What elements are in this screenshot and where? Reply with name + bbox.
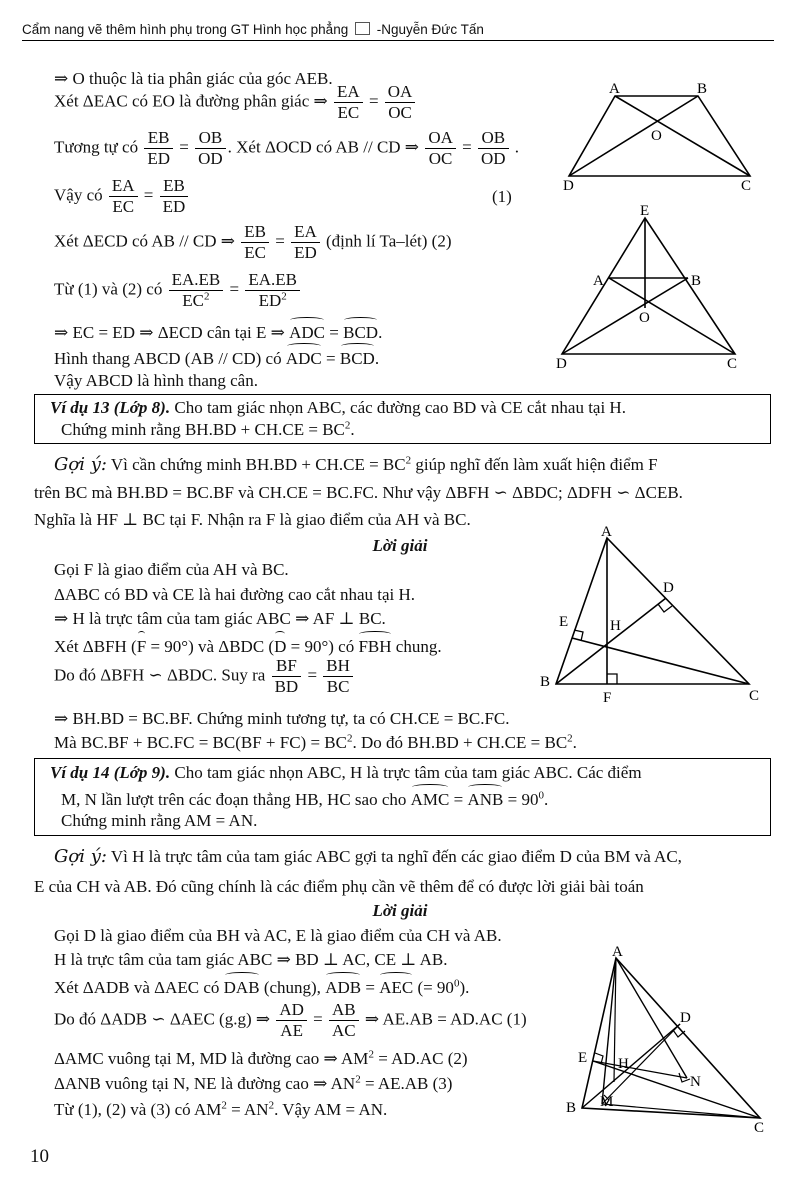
figure-am-an xyxy=(562,944,777,1134)
figure-trapezoid xyxy=(555,78,770,198)
top-line-7: ⇒ EC = ED ⇒ ΔECD cân tại E ⇒ ADC = BCD. xyxy=(54,320,382,344)
label-B: B xyxy=(566,1100,577,1116)
sol13-line-7: Mà $BC.BF + BC.FC = BC(BF + FC) = BC^2$. Do đó $BH.BD + CH.CE = BC^2$. xyxy=(54,732,577,752)
top-line-3: Tương tự có $\frac{EB}{ED}$ = $\frac{OB}{OD}$ . Xét ΔOCD có AB // CD ⇒ $\frac{OA}{OC}$ = $\frac{OB}{OD}$ . xyxy=(54,128,520,168)
sol14-line-4: Do đó ΔADB ∽ ΔAEC (g.g) ⇒ $\frac{AD}{AE}$ = $\frac{AB}{AC}$ ⇒ AE.AB = AD.AC (1) xyxy=(54,1000,527,1040)
label-H: H xyxy=(618,1056,629,1072)
top-line-8: Hình thang ABCD (AB // CD) có ADC = BCD. xyxy=(54,346,379,370)
label-C: C xyxy=(749,688,760,704)
figure-isosceles xyxy=(548,200,763,372)
eq-tag-1: (1) xyxy=(492,187,512,206)
hint-13-line-2: trên BC mà BH.BD = BC.BF và CH.CE = BC.FC. Như vậy ΔBFH ∽ ΔBDC; ΔDFH ∽ ΔCEB. xyxy=(34,483,683,502)
sol14-line-7: Từ (1), (2) và (3) có $AM^2 = AN^2$. Vậy AM = AN. xyxy=(54,1099,388,1119)
label-D: D xyxy=(556,356,567,372)
label-O: O xyxy=(651,128,662,144)
label-B: B xyxy=(691,273,702,289)
top-line-9: Vậy ABCD là hình thang cân. xyxy=(54,371,258,390)
solution-14-title: Lời giải xyxy=(372,901,428,920)
image-icon xyxy=(355,22,370,35)
label-F: F xyxy=(603,690,612,706)
example-label: Ví dụ 13 (Lớp 8). xyxy=(50,398,171,417)
sol13-line-4: Xét ΔBFH (F = 90°) và ΔBDC (D = 90°) có FBH chung. xyxy=(54,634,442,658)
sol14-line-5: ΔAMC vuông tại M, MD là đường cao ⇒ $AM^2 = AD.AC$ (2) xyxy=(54,1048,468,1068)
text: Xét ΔEAC có EO là đường phân giác ⇒ xyxy=(54,91,328,111)
label-M: M xyxy=(600,1094,614,1110)
label-D: D xyxy=(563,178,574,194)
label-C: C xyxy=(741,178,752,194)
solution-13-title: Lời giải xyxy=(372,536,428,555)
figure-altitudes xyxy=(535,522,770,707)
sol13-line-6: ⇒ BH.BD = BC.BF. Chứng minh tương tự, ta có CH.CE = BC.FC. xyxy=(54,709,510,728)
label-D: D xyxy=(663,580,674,596)
label-C: C xyxy=(754,1120,765,1134)
hint-13-line-3: Nghĩa là HF ⊥ BC tại F. Nhận ra F là giao điểm của AH và BC. xyxy=(34,510,471,529)
hint-14-line-2: E của CH và AB. Đó cũng chính là các điểm phụ cần vẽ thêm để có được lời giải bài toán xyxy=(34,877,644,896)
label-E: E xyxy=(640,203,650,219)
page-number: 10 xyxy=(30,1146,49,1167)
example-14-box: Ví dụ 14 (Lớp 9). Cho tam giác nhọn ABC, H là trực tâm của tam giác ABC. Các điểm M, N lần lượt trên các đoạn thẳng HB, HC sao cho AMC = ANB = $90^0$. Chứng minh rằng AM = AN. xyxy=(34,758,771,836)
label-D: D xyxy=(680,1010,691,1026)
sol13-line-3: ⇒ H là trực tâm của tam giác ABC ⇒ AF ⊥ BC. xyxy=(54,609,386,628)
top-line-2: Xét ΔEAC có EO là đường phân giác ⇒ $\frac{EA}{EC}$ = $\frac{OA}{OC}$ xyxy=(54,82,417,123)
header-title: Cẩm nang vẽ thêm hình phụ trong GT Hình học phẳng xyxy=(22,22,349,37)
top-line-4: Vậy có $\frac{EA}{EC}$ = $\frac{EB}{ED}$ xyxy=(54,176,190,217)
label-H: H xyxy=(610,618,621,634)
sol14-line-6: ΔANB vuông tại N, NE là đường cao ⇒ $AN^2 = AE.AB$ (3) xyxy=(54,1073,453,1093)
top-line-5: Xét ΔECD có AB // CD ⇒ $\frac{EB}{EC}$ = $\frac{EA}{ED}$ (định lí Ta–lét) (2) xyxy=(54,222,452,262)
label-C: C xyxy=(727,356,738,372)
label-B: B xyxy=(540,674,551,690)
hint-label: Gợi ý: xyxy=(54,454,107,475)
text: ⇒ O thuộc là tia phân giác của góc AEB. xyxy=(54,69,333,88)
fraction: $\frac{OA}{OC}$ xyxy=(385,82,416,123)
page-header xyxy=(22,22,774,41)
label-B: B xyxy=(697,81,708,97)
label-A: A xyxy=(593,273,604,289)
label-A: A xyxy=(609,81,620,97)
label-O: O xyxy=(639,310,650,326)
label-A: A xyxy=(612,944,623,960)
header-author: -Nguyễn Đức Tấn xyxy=(376,22,484,37)
example-label: Ví dụ 14 (Lớp 9). xyxy=(50,763,171,782)
sol13-line-5: Do đó ΔBFH ∽ ΔBDC. Suy ra $\frac{BF}{BD}$ = $\frac{BH}{BC}$ xyxy=(54,656,355,697)
label-N: N xyxy=(690,1074,701,1090)
label-E: E xyxy=(578,1050,588,1066)
fraction: $\frac{EA}{EC}$ xyxy=(334,82,363,123)
label-E: E xyxy=(559,614,569,630)
hint-label: Gợi ý: xyxy=(54,846,107,867)
sol14-line-3: Xét ΔADB và ΔAEC có DAB (chung), ADB = AEC (= $90^0$). xyxy=(54,975,469,999)
sol14-line-2: H là trực tâm của tam giác ABC ⇒ BD ⊥ AC, CE ⊥ AB. xyxy=(54,950,448,969)
sol13-line-2: ΔABC có BD và CE là hai đường cao cắt nhau tại H. xyxy=(54,585,416,604)
sol14-line-1: Gọi D là giao điểm của BH và AC, E là giao điểm của CH và AB. xyxy=(54,926,502,945)
top-line-6: Từ (1) và (2) có $\frac{EA.EB}{EC^2}$ = $\frac{EA.EB}{ED^2}$ xyxy=(54,270,302,311)
hint-14-line-1: Gợi ý: Vì H là trực tâm của tam giác ABC gợi ta nghĩ đến các giao điểm D của BM và AC, xyxy=(54,846,682,867)
example-13-box: Ví dụ 13 (Lớp 8). Cho tam giác nhọn ABC, các đường cao BD và CE cắt nhau tại H. Chứng minh rằng $BH.BD + CH.CE = BC^2$. xyxy=(34,394,771,444)
hint-13-line-1: Gợi ý: Vì cần chứng minh $BH.BD + CH.CE = BC^2$ giúp nghĩ đến làm xuất hiện điểm F xyxy=(54,454,658,475)
sol13-line-1: Gọi F là giao điểm của AH và BC. xyxy=(54,560,289,579)
label-A: A xyxy=(601,524,612,540)
